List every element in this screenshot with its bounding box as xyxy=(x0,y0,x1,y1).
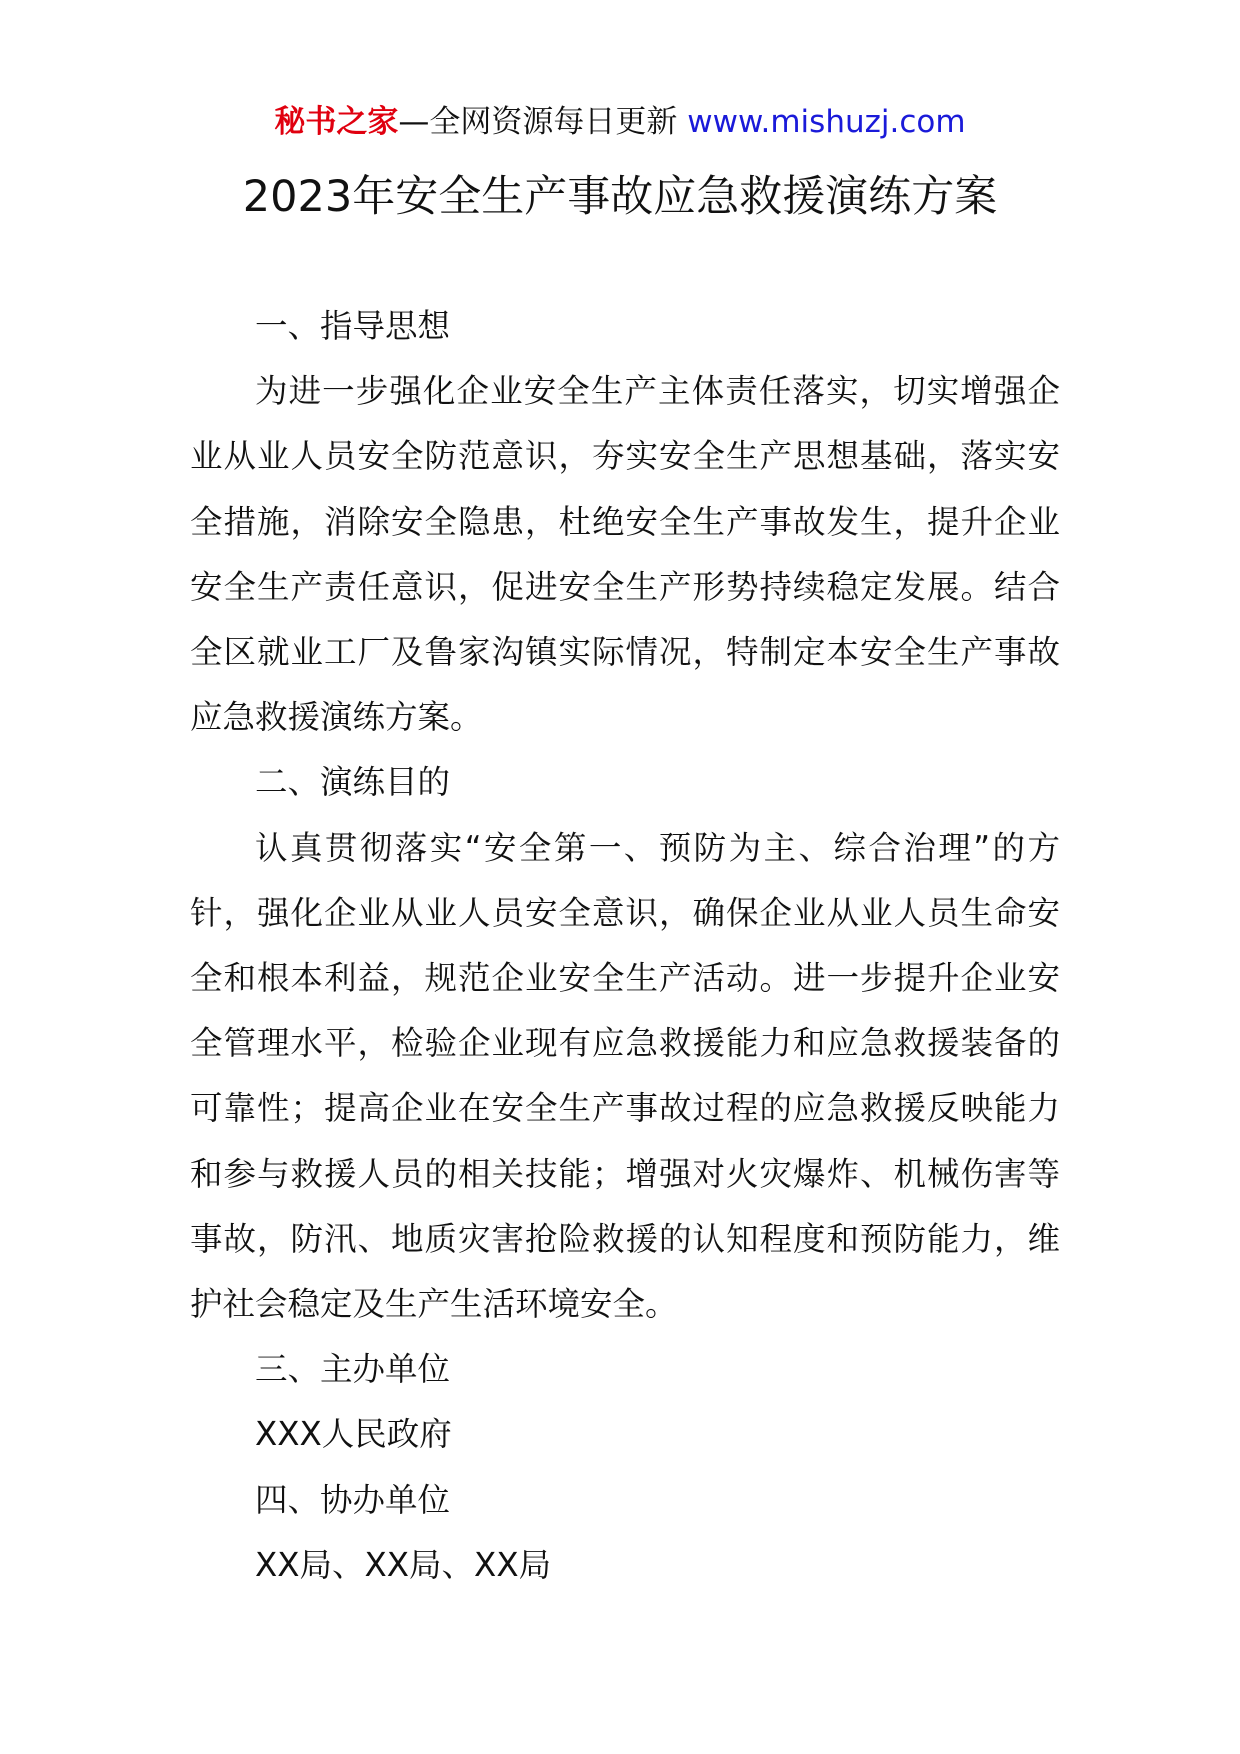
site-header xyxy=(0,100,1240,144)
paragraph-drill-purpose: 认真贯彻落实“安全第一、预防为主、综合治理”的方针，强化企业从业人员安全意识，确保企业从业人员生命安全和根本利益，规范企业安全生产活动。进一步提升企业安全管理水平，检验企业现有应急救援能力和应急救援装备的可靠性；提高企业在安全生产事故过程的应急救援反映能力和参与救援人员的相关技能；增强对火灾爆炸、机械伤害等事故，防汛、地质灾害抢险救援的认知程度和预防能力，维护社会稳定及生产生活环境安全。 xyxy=(190,828,1060,1324)
document-body xyxy=(190,294,1060,1598)
section-heading-drill-purpose: 二、演练目的 xyxy=(255,763,451,802)
paragraph-co-host-units: XX局、XX局、XX局 xyxy=(255,1545,552,1584)
site-url-link[interactable]: www.mishuzj.com xyxy=(687,104,966,140)
section-heading-host-unit: 三、主办单位 xyxy=(255,1350,451,1389)
section-heading-co-host-units: 四、协办单位 xyxy=(255,1480,451,1519)
site-tagline: —全网资源每日更新 xyxy=(398,104,678,140)
paragraph-guiding-ideology: 为进一步强化企业安全生产主体责任落实，切实增强企业从业人员安全防范意识，夯实安全生产思想基础，落实安全措施，消除安全隐患，杜绝安全生产事故发生，提升企业安全生产责任意识，促进安全生产形势持续稳定发展。结合全区就业工厂及鲁家沟镇实际情况，特制定本安全生产事故应急救援演练方案。 xyxy=(190,372,1060,737)
paragraph-host-unit: XXX人民政府 xyxy=(255,1415,452,1454)
document-title: 2023年安全生产事故应急救援演练方案 xyxy=(242,172,998,222)
section-heading-guiding-ideology: 一、指导思想 xyxy=(255,307,451,345)
site-brand: 秘书之家 xyxy=(274,104,399,140)
